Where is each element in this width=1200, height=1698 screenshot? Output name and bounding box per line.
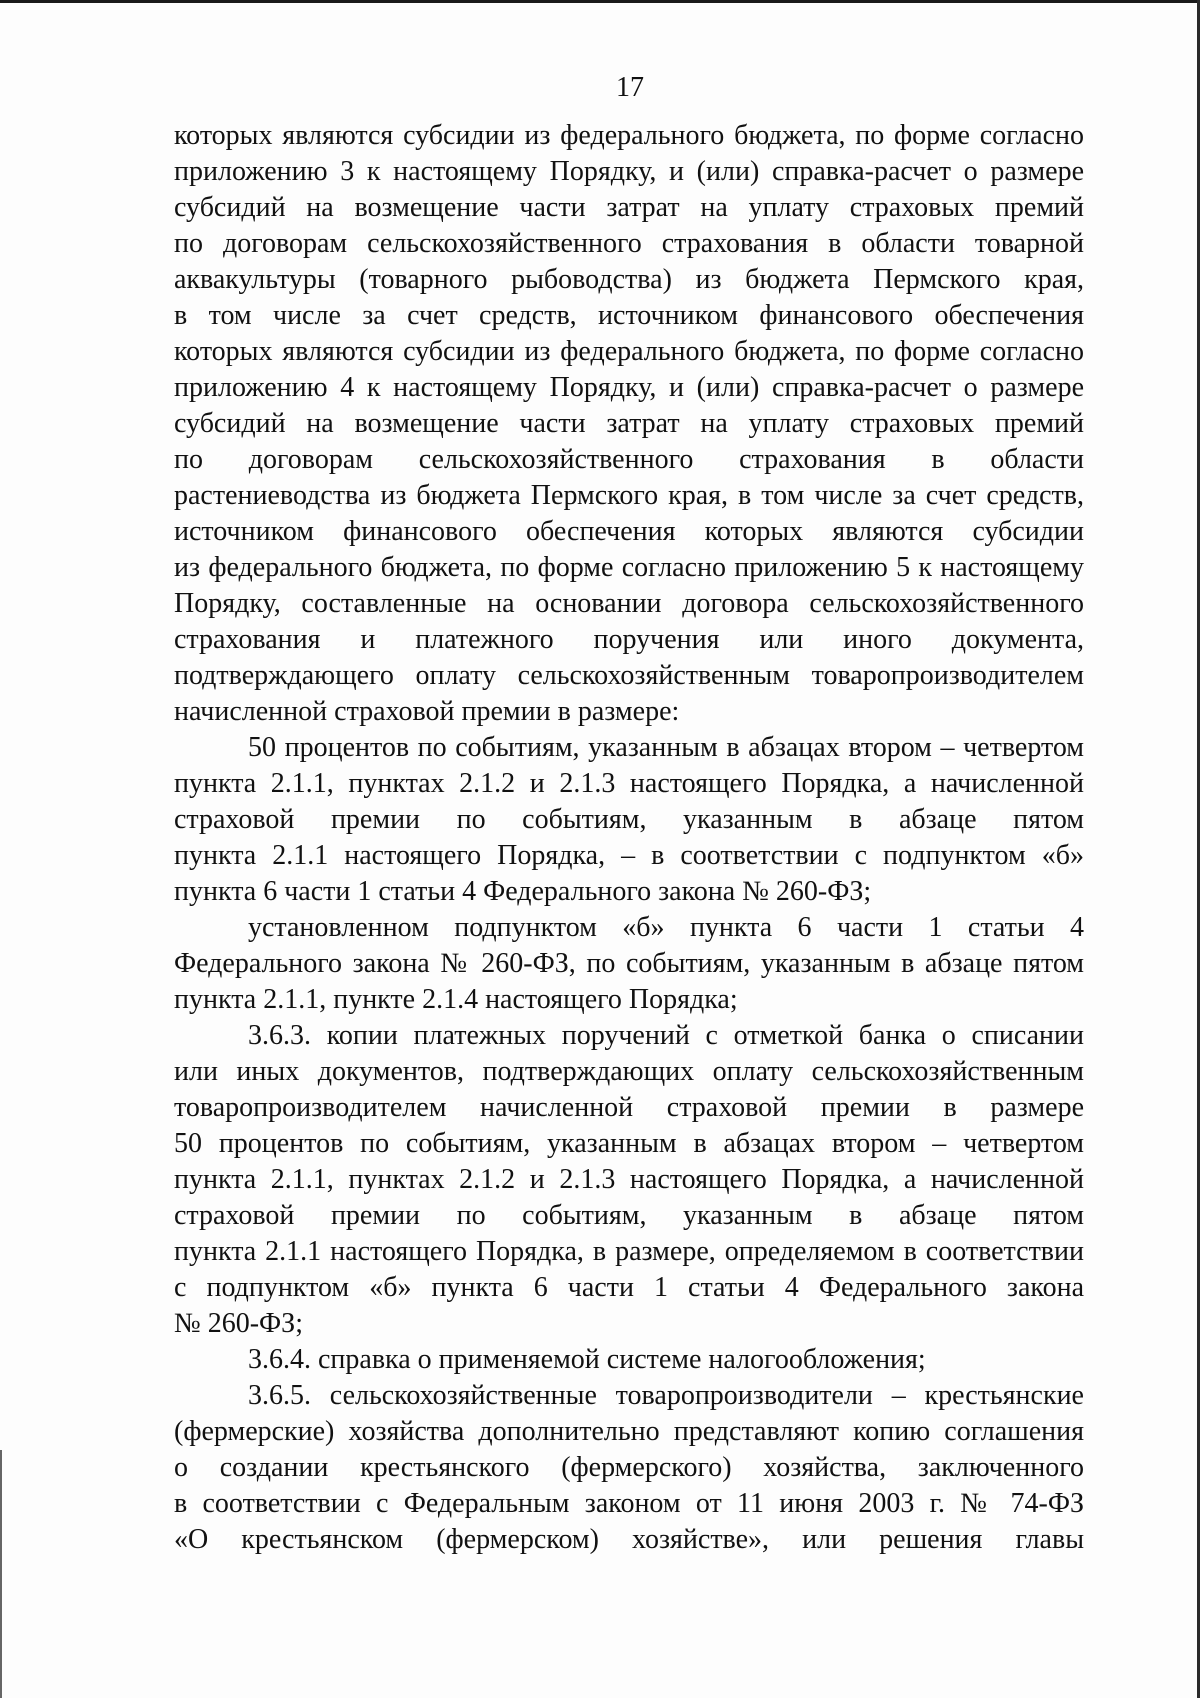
scan-edge-top <box>0 0 1200 3</box>
text-line: в том числе за счет средств, источником финансового обеспечения <box>174 300 1084 331</box>
text-line: пункта 2.1.1 настоящего Порядка, в размере, определяемом в соответствии <box>174 1236 1084 1267</box>
text-line: пункта 2.1.1 настоящего Порядка, – в соответствии с подпунктом «б» <box>174 840 1084 871</box>
text-line: страховой премии по событиям, указанным в абзаце пятом <box>174 1200 1084 1231</box>
text-line: которых являются субсидии из федерального бюджета, по форме согласно <box>174 120 1084 151</box>
text-line: в соответствии с Федеральным законом от 11 июня 2003 г. № 74-ФЗ <box>174 1488 1084 1519</box>
text-line: «О крестьянском (фермерском) хозяйстве», или решения главы <box>174 1524 1084 1555</box>
text-line: подтверждающего оплату сельскохозяйственным товаропроизводителем <box>174 660 1084 691</box>
text-line: № 260-ФЗ; <box>174 1308 303 1339</box>
text-line: растениеводства из бюджета Пермского края, в том числе за счет средств, <box>174 480 1084 511</box>
text-line: аквакультуры (товарного рыбоводства) из бюджета Пермского края, <box>174 264 1084 295</box>
text-line: Федерального закона № 260-ФЗ, по событиям, указанным в абзаце пятом <box>174 948 1084 979</box>
page-number: 17 <box>616 72 644 103</box>
text-line: товаропроизводителем начисленной страховой премии в размере <box>174 1092 1084 1123</box>
text-line: пункта 2.1.1, пункте 2.1.4 настоящего Порядка; <box>174 984 738 1015</box>
text-line: 3.6.3. копии платежных поручений с отметкой банка о списании <box>248 1020 1084 1051</box>
text-line: пункта 2.1.1, пунктах 2.1.2 и 2.1.3 настоящего Порядка, а начисленной <box>174 768 1084 799</box>
text-line: 3.6.4. справка о применяемой системе налогообложения; <box>248 1344 926 1375</box>
text-line: (фермерские) хозяйства дополнительно представляют копию соглашения <box>174 1416 1084 1447</box>
text-line: о создании крестьянского (фермерского) хозяйства, заключенного <box>174 1452 1084 1483</box>
document-body <box>174 118 1084 1558</box>
text-line: субсидий на возмещение части затрат на уплату страховых премий <box>174 408 1084 439</box>
text-line: которых являются субсидии из федерального бюджета, по форме согласно <box>174 336 1084 367</box>
scan-edge-left <box>0 1450 2 1698</box>
text-line: страхования и платежного поручения или иного документа, <box>174 624 1084 655</box>
text-line: страховой премии по событиям, указанным в абзаце пятом <box>174 804 1084 835</box>
text-line: 50 процентов по событиям, указанным в абзацах втором – четвертом <box>174 1128 1084 1159</box>
text-line: из федерального бюджета, по форме согласно приложению 5 к настоящему <box>174 552 1084 583</box>
text-line: Порядку, составленные на основании договора сельскохозяйственного <box>174 588 1084 619</box>
text-line: по договорам сельскохозяйственного страхования в области товарной <box>174 228 1084 259</box>
text-line: приложению 4 к настоящему Порядку, и (или) справка-расчет о размере <box>174 372 1084 403</box>
text-line: с подпунктом «б» пункта 6 части 1 статьи 4 Федерального закона <box>174 1272 1084 1303</box>
text-line: 3.6.5. сельскохозяйственные товаропроизводители – крестьянские <box>248 1380 1084 1411</box>
text-line: по договорам сельскохозяйственного страхования в области <box>174 444 1084 475</box>
text-line: или иных документов, подтверждающих оплату сельскохозяйственным <box>174 1056 1084 1087</box>
text-line: установленном подпунктом «б» пункта 6 части 1 статьи 4 <box>248 912 1084 943</box>
text-line: начисленной страховой премии в размере: <box>174 696 680 727</box>
text-line: субсидий на возмещение части затрат на уплату страховых премий <box>174 192 1084 223</box>
text-line: источником финансового обеспечения которых являются субсидии <box>174 516 1084 547</box>
text-line: пункта 6 части 1 статьи 4 Федерального закона № 260-ФЗ; <box>174 876 872 907</box>
text-line: пункта 2.1.1, пунктах 2.1.2 и 2.1.3 настоящего Порядка, а начисленной <box>174 1164 1084 1195</box>
text-line: приложению 3 к настоящему Порядку, и (или) справка-расчет о размере <box>174 156 1084 187</box>
text-line: 50 процентов по событиям, указанным в абзацах втором – четвертом <box>248 732 1084 763</box>
